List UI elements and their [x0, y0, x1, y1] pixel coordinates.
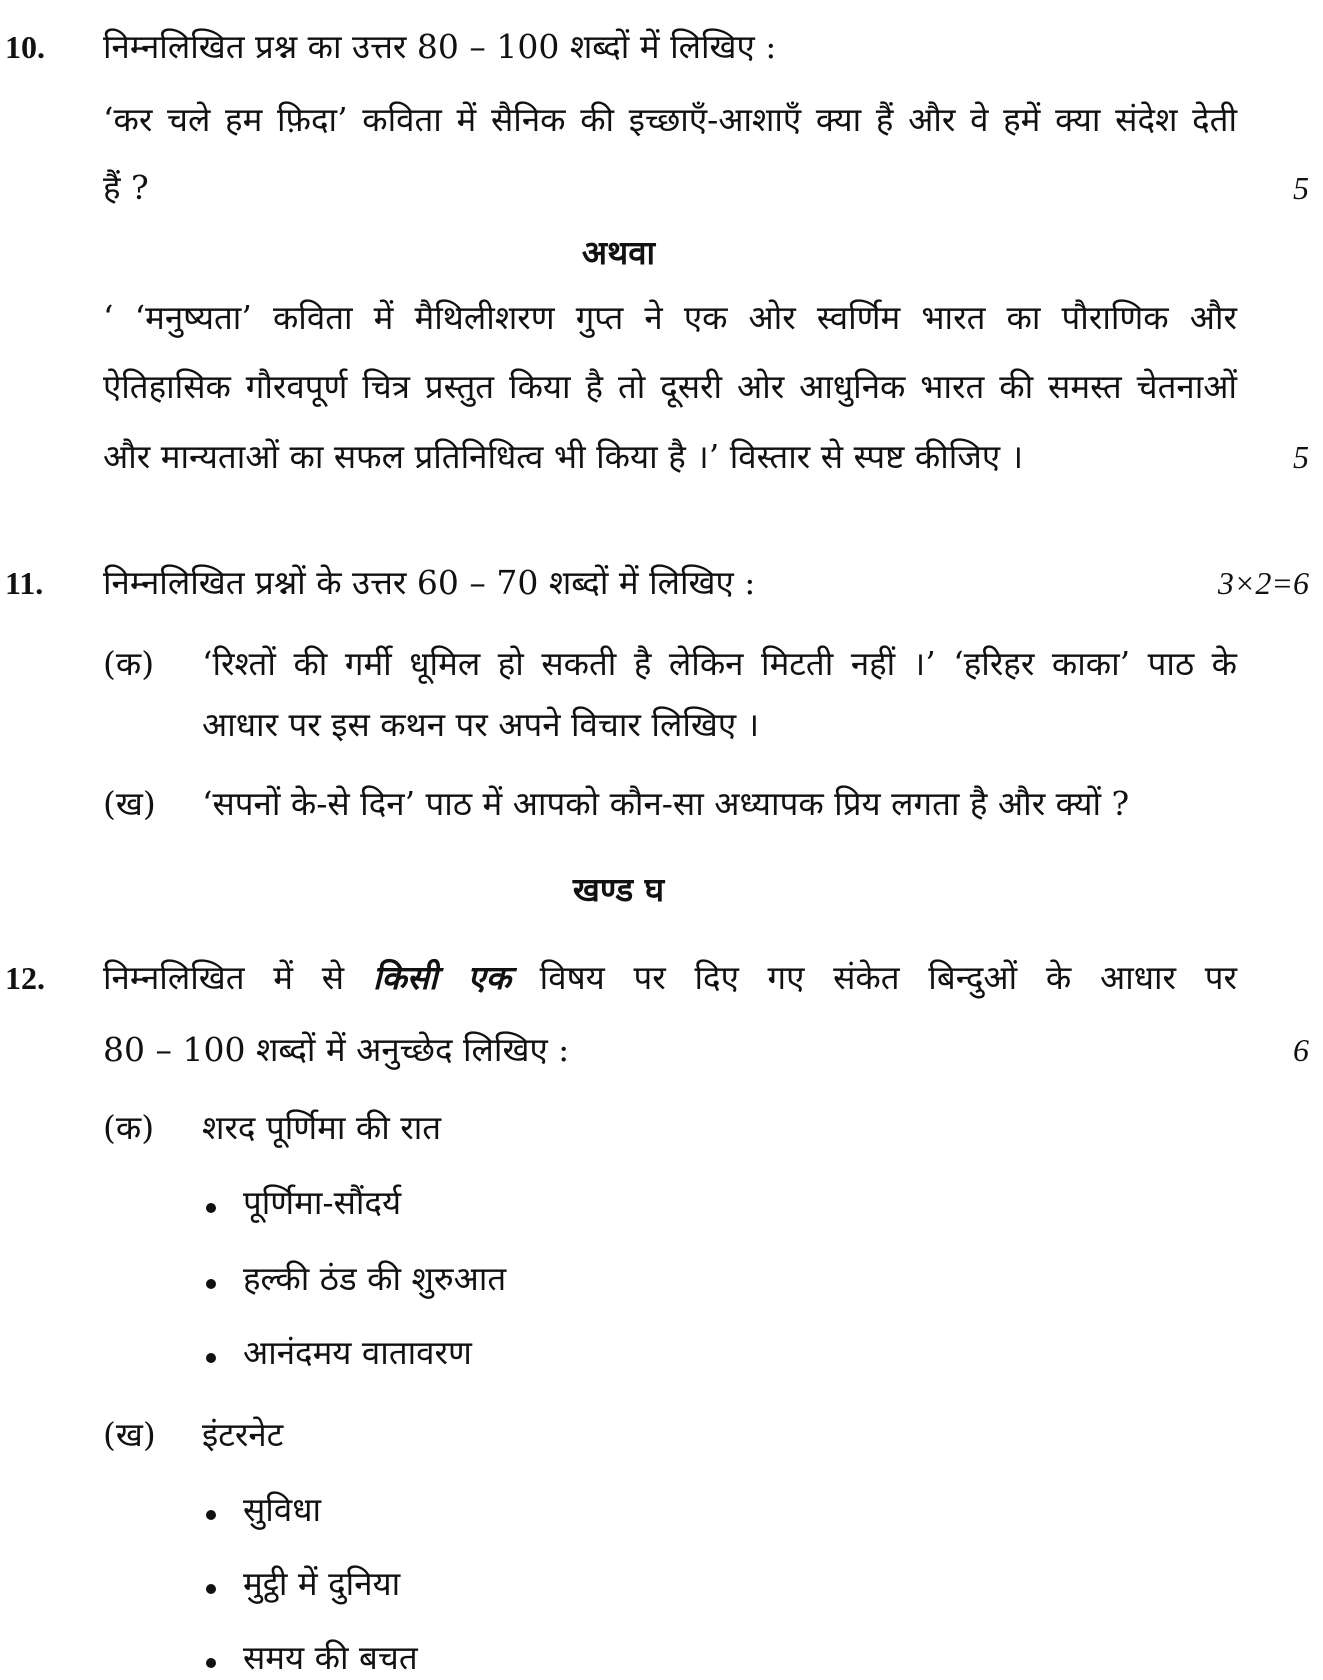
- emphasis-text: किसी एक: [372, 958, 511, 997]
- marks: 3×2=6: [1217, 565, 1309, 601]
- part-label: (क): [103, 644, 155, 683]
- topic-point: समय की बचत: [243, 1638, 418, 1677]
- bullet-icon: [206, 1203, 216, 1213]
- bullet-icon: [206, 1279, 216, 1289]
- bullet-icon: [206, 1658, 216, 1668]
- question-text-line: हैं ?: [103, 168, 149, 207]
- question-instruction-line: [103, 956, 1237, 1000]
- marks: 5: [1293, 170, 1309, 206]
- question-text-line: ‘कर चले हम फ़िदा’ कविता में सैनिक की इच्छाएँ-आशाएँ क्या हैं और वे हमें क्या संदेश देती: [103, 100, 1237, 139]
- instruction-text: विषय पर दिए गए संकेत बिन्दुओं के आधार पर: [539, 958, 1238, 997]
- topic-title: शरद पूर्णिमा की रात: [202, 1108, 442, 1147]
- marks: 6: [1293, 1032, 1309, 1068]
- question-number: 10.: [5, 29, 45, 65]
- question-instruction: निम्नलिखित प्रश्न का उत्तर 80 – 100 शब्दों में लिखिए :: [103, 27, 777, 66]
- part-text-line: ‘रिश्तों की गर्मी धूमिल हो सकती है लेकिन मिटती नहीं ।’ ‘हरिहर काका’ पाठ के: [202, 644, 1237, 683]
- topic-title: इंटरनेट: [202, 1415, 284, 1454]
- topic-point: सुविधा: [243, 1490, 322, 1529]
- bullet-icon: [206, 1510, 216, 1520]
- question-instruction: निम्नलिखित प्रश्नों के उत्तर 60 – 70 शब्दों में लिखिए :: [103, 563, 756, 602]
- topic-point: मुट्ठी में दुनिया: [243, 1564, 401, 1603]
- topic-label: (ख): [103, 1415, 156, 1454]
- bullet-icon: [206, 1353, 216, 1363]
- section-heading: खण्ड घ: [572, 870, 665, 909]
- instruction-text: निम्नलिखित में से: [103, 958, 345, 997]
- part-label: (ख): [103, 784, 156, 823]
- alt-question-line: और मान्यताओं का सफल प्रतिनिधित्व भी किया है ।’ विस्तार से स्पष्ट कीजिए ।: [103, 437, 1024, 476]
- or-heading: अथवा: [581, 233, 656, 272]
- topic-point: आनंदमय वातावरण: [243, 1333, 472, 1372]
- part-text-line: ‘सपनों के-से दिन’ पाठ में आपको कौन-सा अध्यापक प्रिय लगता है और क्यों ?: [202, 784, 1130, 823]
- question-number: 11.: [5, 565, 44, 601]
- alt-question-line: ‘ ‘मनुष्यता’ कविता में मैथिलीशरण गुप्त ने एक ओर स्वर्णिम भारत का पौराणिक और: [103, 298, 1237, 337]
- alt-question-line: ऐतिहासिक गौरवपूर्ण चित्र प्रस्तुत किया है तो दूसरी ओर आधुनिक भारत की समस्त चेतनाओं: [103, 367, 1237, 406]
- bullet-icon: [206, 1584, 216, 1594]
- topic-label: (क): [103, 1108, 155, 1147]
- question-instruction-line: 80 – 100 शब्दों में अनुच्छेद लिखिए :: [103, 1030, 570, 1069]
- part-text-line: आधार पर इस कथन पर अपने विचार लिखिए ।: [202, 705, 760, 744]
- question-number: 12.: [5, 960, 45, 996]
- topic-point: हल्की ठंड की शुरुआत: [243, 1259, 507, 1298]
- marks: 5: [1293, 439, 1309, 475]
- topic-point: पूर्णिमा-सौंदर्य: [243, 1183, 402, 1222]
